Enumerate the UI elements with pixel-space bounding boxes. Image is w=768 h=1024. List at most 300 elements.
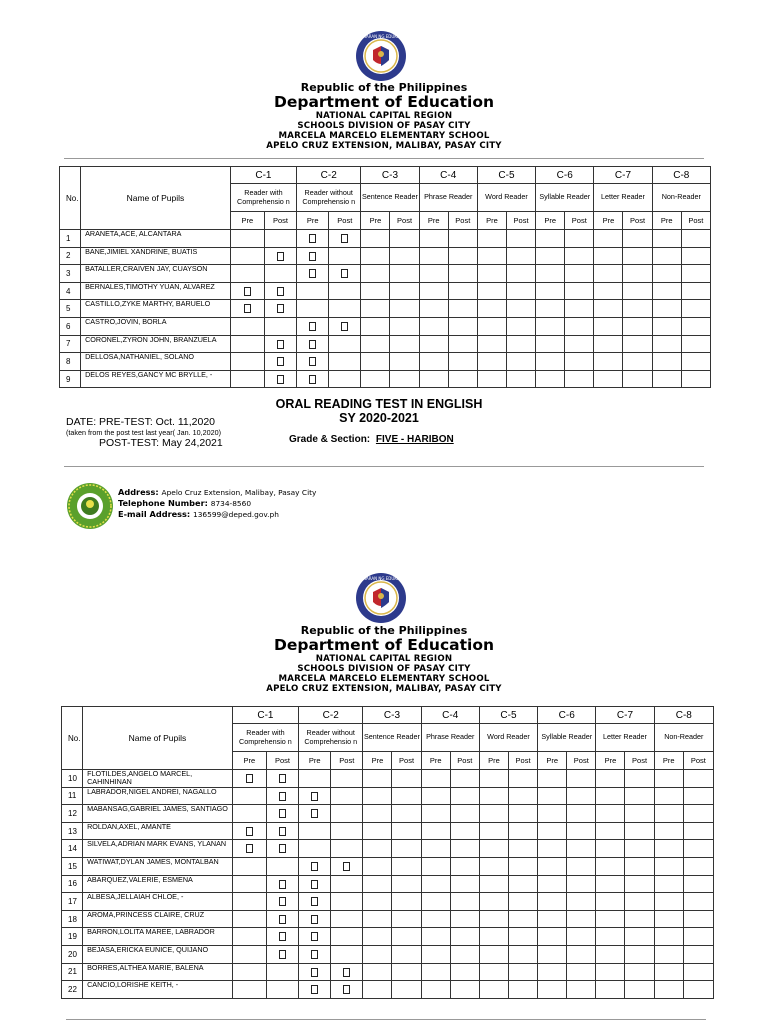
score-cell bbox=[683, 787, 713, 805]
score-cell bbox=[625, 840, 654, 858]
grade-section-label: Grade & Section: bbox=[289, 434, 371, 445]
category-description: Sentence Reader bbox=[361, 184, 419, 212]
score-cell bbox=[536, 370, 565, 388]
score-cell bbox=[506, 230, 535, 248]
checkbox-mark-icon bbox=[311, 809, 318, 818]
score-cell bbox=[477, 370, 506, 388]
score-cell bbox=[297, 335, 329, 353]
pupil-name: MABANSAG,GABRIEL JAMES, SANTIAGO bbox=[83, 805, 233, 823]
score-cell bbox=[230, 353, 264, 371]
score-cell bbox=[331, 875, 363, 893]
pre-header: Pre bbox=[479, 752, 508, 770]
score-cell bbox=[392, 840, 421, 858]
score-cell bbox=[448, 335, 477, 353]
test-title-text: ORAL READING TEST IN ENGLISH bbox=[275, 397, 483, 411]
score-cell bbox=[450, 981, 479, 999]
score-cell bbox=[264, 265, 296, 283]
score-cell bbox=[448, 300, 477, 318]
score-cell bbox=[448, 282, 477, 300]
score-cell bbox=[536, 317, 565, 335]
score-cell bbox=[625, 822, 654, 840]
checkbox-mark-icon bbox=[343, 968, 350, 977]
grade-section bbox=[289, 434, 454, 445]
score-cell bbox=[538, 857, 567, 875]
score-cell bbox=[299, 770, 331, 788]
score-cell bbox=[654, 840, 683, 858]
score-cell bbox=[508, 805, 537, 823]
score-cell bbox=[230, 317, 264, 335]
score-cell bbox=[683, 910, 713, 928]
score-cell bbox=[652, 300, 681, 318]
score-cell bbox=[508, 981, 537, 999]
score-cell bbox=[683, 840, 713, 858]
score-cell bbox=[363, 805, 392, 823]
score-cell bbox=[683, 928, 713, 946]
checkbox-mark-icon bbox=[279, 897, 286, 906]
score-cell bbox=[565, 265, 594, 283]
score-cell bbox=[567, 822, 596, 840]
score-cell bbox=[264, 282, 296, 300]
score-cell bbox=[683, 822, 713, 840]
score-cell bbox=[361, 265, 390, 283]
grade-section-value: FIVE - HARIBON bbox=[375, 434, 454, 445]
table-row bbox=[60, 353, 711, 371]
score-cell bbox=[596, 875, 625, 893]
score-cell bbox=[477, 317, 506, 335]
score-cell bbox=[596, 840, 625, 858]
checkbox-mark-icon bbox=[343, 862, 350, 871]
score-cell bbox=[264, 247, 296, 265]
score-cell bbox=[625, 787, 654, 805]
checkbox-mark-icon bbox=[277, 252, 284, 261]
row-number: 2 bbox=[60, 247, 81, 265]
score-cell bbox=[392, 770, 421, 788]
score-cell bbox=[329, 353, 361, 371]
score-cell bbox=[567, 945, 596, 963]
score-cell bbox=[506, 353, 535, 371]
score-cell bbox=[299, 840, 331, 858]
category-description: Non-Reader bbox=[654, 724, 713, 752]
score-cell bbox=[266, 963, 298, 981]
checkbox-mark-icon bbox=[311, 897, 318, 906]
score-cell bbox=[329, 230, 361, 248]
score-cell bbox=[477, 265, 506, 283]
score-cell bbox=[363, 840, 392, 858]
score-cell bbox=[683, 981, 713, 999]
checkbox-mark-icon bbox=[343, 985, 350, 994]
table-row bbox=[60, 317, 711, 335]
pre-header: Pre bbox=[477, 212, 506, 230]
pre-header: Pre bbox=[652, 212, 681, 230]
pupil-name: DELOS REYES,GANCY MC BRYLLE, - bbox=[81, 370, 231, 388]
score-cell bbox=[450, 963, 479, 981]
pre-test-date: DATE: PRE-TEST: Oct. 11,2020 bbox=[66, 416, 215, 428]
score-cell bbox=[266, 893, 298, 911]
score-cell bbox=[625, 875, 654, 893]
score-cell bbox=[508, 910, 537, 928]
score-cell bbox=[567, 981, 596, 999]
score-cell bbox=[681, 353, 710, 371]
row-number: 13 bbox=[62, 822, 83, 840]
score-cell bbox=[567, 787, 596, 805]
deped-seal-icon bbox=[351, 572, 411, 624]
score-cell bbox=[538, 822, 567, 840]
checkbox-mark-icon bbox=[279, 950, 286, 959]
score-cell bbox=[266, 840, 298, 858]
post-header: Post bbox=[567, 752, 596, 770]
score-cell bbox=[506, 317, 535, 335]
division-text: SCHOOLS DIVISION OF PASAY CITY bbox=[297, 121, 471, 132]
score-cell bbox=[390, 265, 419, 283]
score-cell bbox=[363, 963, 392, 981]
score-cell bbox=[329, 282, 361, 300]
table-row bbox=[62, 963, 714, 981]
score-cell bbox=[299, 787, 331, 805]
pupil-name: CANCIO,LORISHE KEITH, - bbox=[83, 981, 233, 999]
score-cell bbox=[623, 282, 652, 300]
score-cell bbox=[297, 317, 329, 335]
score-cell bbox=[683, 770, 713, 788]
score-cell bbox=[596, 893, 625, 911]
department-title: Department of Education bbox=[273, 636, 495, 654]
score-cell bbox=[299, 805, 331, 823]
pupil-name: DELLOSA,NATHANIEL, SOLANO bbox=[81, 353, 231, 371]
table-row bbox=[62, 945, 714, 963]
score-cell bbox=[390, 300, 419, 318]
no-header: No. bbox=[60, 167, 81, 230]
pupil-name: CASTILLO,ZYKE MARTHY, BARUELO bbox=[81, 300, 231, 318]
checkbox-mark-icon bbox=[309, 375, 316, 384]
region-text: NATIONAL CAPITAL REGION bbox=[315, 111, 453, 121]
checkbox-mark-icon bbox=[279, 792, 286, 801]
score-cell bbox=[448, 353, 477, 371]
checkbox-mark-icon bbox=[244, 304, 251, 313]
pre-header: Pre bbox=[232, 752, 266, 770]
category-description: Reader without Comprehensio n bbox=[297, 184, 361, 212]
score-cell bbox=[479, 857, 508, 875]
table-row bbox=[62, 805, 714, 823]
score-cell bbox=[477, 247, 506, 265]
score-cell bbox=[594, 317, 623, 335]
score-cell bbox=[681, 230, 710, 248]
pre-header: Pre bbox=[297, 212, 329, 230]
table-row bbox=[62, 840, 714, 858]
score-cell bbox=[536, 265, 565, 283]
table-row bbox=[60, 230, 711, 248]
score-cell bbox=[565, 282, 594, 300]
category-code: C-6 bbox=[536, 167, 594, 184]
score-cell bbox=[230, 335, 264, 353]
score-cell bbox=[297, 300, 329, 318]
table-row bbox=[62, 928, 714, 946]
score-cell bbox=[392, 787, 421, 805]
checkbox-mark-icon bbox=[311, 862, 318, 871]
pre-header: Pre bbox=[654, 752, 683, 770]
category-code: C-4 bbox=[421, 707, 479, 724]
category-code-row bbox=[62, 707, 714, 724]
score-cell bbox=[450, 857, 479, 875]
pupil-name: ABARQUEZ,VALERIE, ESMENA bbox=[83, 875, 233, 893]
row-number: 22 bbox=[62, 981, 83, 999]
score-cell bbox=[508, 963, 537, 981]
score-cell bbox=[450, 945, 479, 963]
score-cell bbox=[654, 910, 683, 928]
score-cell bbox=[232, 857, 266, 875]
row-number: 3 bbox=[60, 265, 81, 283]
checkbox-mark-icon bbox=[277, 304, 284, 313]
score-cell bbox=[654, 875, 683, 893]
checkbox-mark-icon bbox=[279, 827, 286, 836]
table-row bbox=[60, 300, 711, 318]
score-cell bbox=[264, 317, 296, 335]
checkbox-mark-icon bbox=[279, 809, 286, 818]
table-row bbox=[62, 981, 714, 999]
score-cell bbox=[596, 770, 625, 788]
pupil-name: BORRES,ALTHEA MARIE, BALENA bbox=[83, 963, 233, 981]
score-cell bbox=[230, 230, 264, 248]
score-cell bbox=[594, 335, 623, 353]
score-cell bbox=[421, 787, 450, 805]
pupil-name: SILVELA,ADRIAN MARK EVANS, YLANAN bbox=[83, 840, 233, 858]
footer-phone-value: 8734-8560 bbox=[210, 499, 252, 508]
score-cell bbox=[538, 805, 567, 823]
score-cell bbox=[448, 317, 477, 335]
score-cell bbox=[419, 370, 448, 388]
score-cell bbox=[419, 265, 448, 283]
score-cell bbox=[390, 370, 419, 388]
score-cell bbox=[448, 265, 477, 283]
row-number: 18 bbox=[62, 910, 83, 928]
score-cell bbox=[477, 282, 506, 300]
score-cell bbox=[297, 370, 329, 388]
name-header: Name of Pupils bbox=[81, 167, 231, 230]
score-cell bbox=[299, 910, 331, 928]
score-cell bbox=[625, 857, 654, 875]
republic-text: Republic of the Philippines bbox=[300, 624, 468, 637]
score-cell bbox=[392, 945, 421, 963]
row-number: 16 bbox=[62, 875, 83, 893]
score-cell bbox=[421, 893, 450, 911]
category-description: Sentence Reader bbox=[363, 724, 421, 752]
score-cell bbox=[297, 230, 329, 248]
table-row bbox=[62, 857, 714, 875]
score-cell bbox=[596, 857, 625, 875]
score-cell bbox=[266, 945, 298, 963]
pupil-name: BARRON,LOLITA MAREE, LABRADOR bbox=[83, 928, 233, 946]
reading-table-page-1 bbox=[59, 166, 711, 388]
score-cell bbox=[596, 963, 625, 981]
score-cell bbox=[623, 265, 652, 283]
footer-email-value: 136599@deped.gov.ph bbox=[193, 510, 279, 519]
score-cell bbox=[596, 822, 625, 840]
pupil-name: AROMA,PRINCESS CLAIRE, CRUZ bbox=[83, 910, 233, 928]
name-header: Name of Pupils bbox=[83, 707, 233, 770]
score-cell bbox=[681, 317, 710, 335]
score-cell bbox=[266, 770, 298, 788]
score-cell bbox=[297, 265, 329, 283]
score-cell bbox=[681, 247, 710, 265]
score-cell bbox=[361, 335, 390, 353]
score-cell bbox=[363, 981, 392, 999]
post-test-date: POST-TEST: May 24,2021 bbox=[99, 437, 223, 449]
category-code: C-3 bbox=[361, 167, 419, 184]
page-2-divider bbox=[66, 1019, 706, 1020]
score-cell bbox=[361, 300, 390, 318]
category-description: Phrase Reader bbox=[419, 184, 477, 212]
score-cell bbox=[625, 805, 654, 823]
score-cell bbox=[538, 770, 567, 788]
test-dates bbox=[66, 416, 223, 449]
pupil-name: BEJASA,ERICKA EUNICE, QUIJANO bbox=[83, 945, 233, 963]
score-cell bbox=[536, 335, 565, 353]
checkbox-mark-icon bbox=[279, 932, 286, 941]
post-header: Post bbox=[683, 752, 713, 770]
score-cell bbox=[652, 247, 681, 265]
category-description: Letter Reader bbox=[596, 724, 654, 752]
score-cell bbox=[299, 822, 331, 840]
row-number: 19 bbox=[62, 928, 83, 946]
score-cell bbox=[625, 963, 654, 981]
score-cell bbox=[363, 822, 392, 840]
score-cell bbox=[623, 247, 652, 265]
score-cell bbox=[421, 981, 450, 999]
pupil-name: ALBESA,JELLAIAH CHLOE, - bbox=[83, 893, 233, 911]
score-cell bbox=[567, 893, 596, 911]
score-cell bbox=[390, 335, 419, 353]
footer-email-label: E-mail Address bbox=[118, 509, 187, 519]
score-cell bbox=[594, 353, 623, 371]
checkbox-mark-icon bbox=[279, 844, 286, 853]
checkbox-mark-icon bbox=[309, 340, 316, 349]
score-cell bbox=[596, 805, 625, 823]
checkbox-mark-icon bbox=[311, 880, 318, 889]
seal-label: KAGAWARAN NG EDUKASYON bbox=[351, 34, 411, 39]
score-cell bbox=[390, 317, 419, 335]
score-cell bbox=[654, 945, 683, 963]
score-cell bbox=[681, 282, 710, 300]
category-code: C-5 bbox=[479, 707, 537, 724]
pre-header: Pre bbox=[421, 752, 450, 770]
score-cell bbox=[230, 247, 264, 265]
score-cell bbox=[390, 247, 419, 265]
score-cell bbox=[654, 787, 683, 805]
score-cell bbox=[266, 822, 298, 840]
row-number: 10 bbox=[62, 770, 83, 788]
score-cell bbox=[419, 317, 448, 335]
score-cell bbox=[232, 787, 266, 805]
score-cell bbox=[508, 840, 537, 858]
table-row bbox=[62, 910, 714, 928]
score-cell bbox=[508, 770, 537, 788]
score-cell bbox=[477, 300, 506, 318]
score-cell bbox=[538, 963, 567, 981]
score-cell bbox=[652, 353, 681, 371]
score-cell bbox=[565, 353, 594, 371]
score-cell bbox=[596, 945, 625, 963]
score-cell bbox=[450, 822, 479, 840]
score-cell bbox=[299, 875, 331, 893]
score-cell bbox=[536, 282, 565, 300]
checkbox-mark-icon bbox=[277, 357, 284, 366]
category-code: C-7 bbox=[594, 167, 652, 184]
score-cell bbox=[331, 981, 363, 999]
table-row bbox=[62, 787, 714, 805]
score-cell bbox=[450, 893, 479, 911]
score-cell bbox=[392, 857, 421, 875]
table-row bbox=[60, 370, 711, 388]
score-cell bbox=[450, 840, 479, 858]
score-cell bbox=[266, 805, 298, 823]
score-cell bbox=[392, 963, 421, 981]
row-number: 4 bbox=[60, 282, 81, 300]
score-cell bbox=[419, 353, 448, 371]
score-cell bbox=[508, 822, 537, 840]
score-cell bbox=[508, 787, 537, 805]
table-row bbox=[62, 875, 714, 893]
pre-header: Pre bbox=[299, 752, 331, 770]
post-header: Post bbox=[329, 212, 361, 230]
score-cell bbox=[479, 822, 508, 840]
checkbox-mark-icon bbox=[309, 269, 316, 278]
score-cell bbox=[538, 893, 567, 911]
post-header: Post bbox=[681, 212, 710, 230]
score-cell bbox=[299, 963, 331, 981]
table-row bbox=[62, 893, 714, 911]
score-cell bbox=[232, 805, 266, 823]
score-cell bbox=[538, 910, 567, 928]
score-cell bbox=[625, 910, 654, 928]
score-cell bbox=[596, 928, 625, 946]
score-cell bbox=[392, 981, 421, 999]
score-cell bbox=[681, 300, 710, 318]
score-cell bbox=[536, 353, 565, 371]
row-number: 20 bbox=[62, 945, 83, 963]
score-cell bbox=[567, 770, 596, 788]
score-cell bbox=[363, 945, 392, 963]
row-number: 12 bbox=[62, 805, 83, 823]
checkbox-mark-icon bbox=[311, 932, 318, 941]
score-cell bbox=[363, 893, 392, 911]
score-cell bbox=[479, 840, 508, 858]
category-code: C-7 bbox=[596, 707, 654, 724]
score-cell bbox=[538, 928, 567, 946]
score-cell bbox=[450, 770, 479, 788]
score-cell bbox=[479, 875, 508, 893]
score-cell bbox=[419, 247, 448, 265]
score-cell bbox=[652, 282, 681, 300]
checkbox-mark-icon bbox=[341, 269, 348, 278]
score-cell bbox=[594, 282, 623, 300]
score-cell bbox=[567, 963, 596, 981]
score-cell bbox=[266, 857, 298, 875]
checkbox-mark-icon bbox=[246, 827, 253, 836]
score-cell bbox=[538, 840, 567, 858]
score-cell bbox=[681, 335, 710, 353]
row-number: 1 bbox=[60, 230, 81, 248]
score-cell bbox=[232, 875, 266, 893]
score-cell bbox=[361, 230, 390, 248]
post-header: Post bbox=[390, 212, 419, 230]
score-cell bbox=[419, 230, 448, 248]
score-cell bbox=[536, 300, 565, 318]
score-cell bbox=[232, 981, 266, 999]
score-cell bbox=[392, 893, 421, 911]
footer-divider bbox=[64, 466, 704, 467]
post-header: Post bbox=[266, 752, 298, 770]
checkbox-mark-icon bbox=[277, 375, 284, 384]
score-cell bbox=[652, 370, 681, 388]
score-cell bbox=[390, 353, 419, 371]
